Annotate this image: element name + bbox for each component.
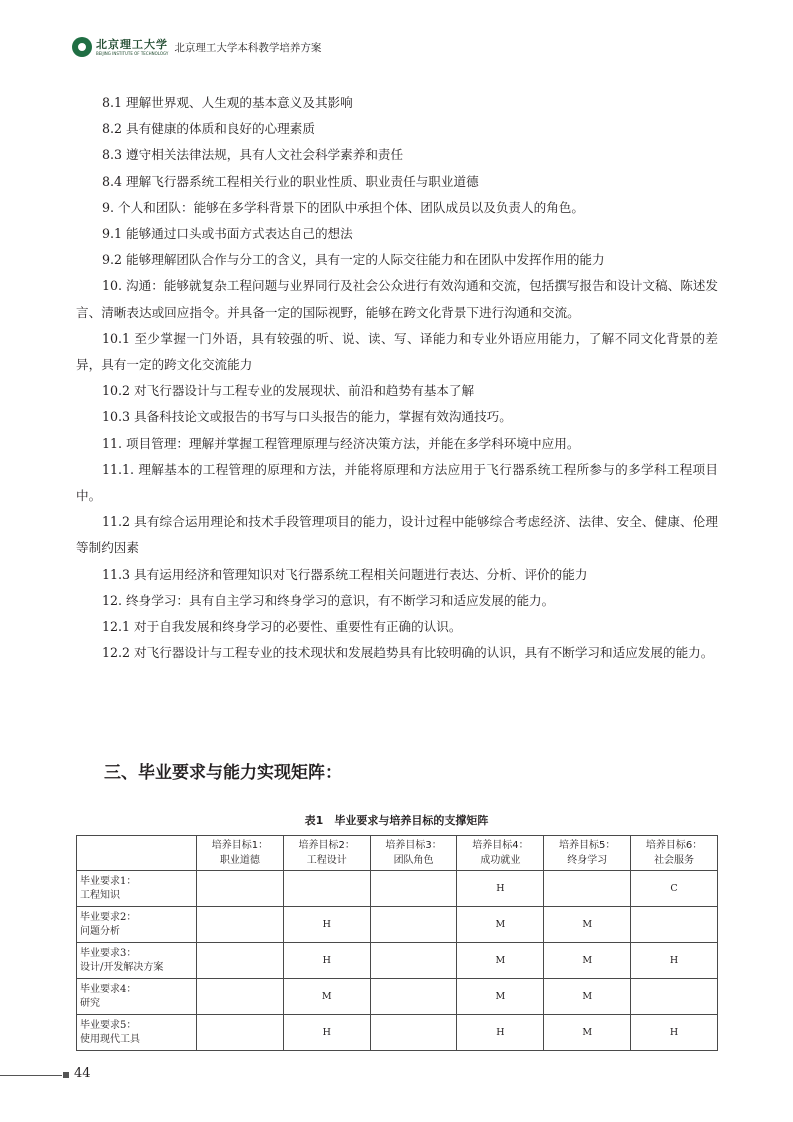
paragraph: 9.2 能够理解团队合作与分工的含义，具有一定的人际交往能力和在团队中发挥作用的能力 — [102, 252, 605, 268]
table-cell — [197, 979, 284, 1015]
paragraph: 10.3 具备科技论文或报告的书写与口头报告的能力，掌握有效沟通技巧。 — [102, 409, 512, 425]
section-title: 三、毕业要求与能力实现矩阵： — [104, 763, 342, 783]
table-cell — [197, 1015, 284, 1051]
table-row — [77, 871, 718, 907]
footer-rule — [0, 1075, 62, 1076]
logo-chinese-name: 北京理工大学 — [96, 37, 168, 51]
table-cell: M — [544, 979, 631, 1015]
column-header: 培养目标1： 职业道德 — [197, 836, 284, 871]
table-cell: H — [631, 1015, 718, 1051]
paragraph: 11.2 具有综合运用理论和技术手段管理项目的能力，设计过程中能够综合考虑经济、法律、安全、健康、伦理等制约因素 — [76, 514, 718, 556]
body-text — [76, 90, 718, 666]
table-cell — [370, 907, 457, 943]
corner-cell — [77, 836, 197, 871]
table-cell: M — [457, 943, 544, 979]
table-row — [77, 979, 718, 1015]
table-cell: H — [457, 1015, 544, 1051]
paragraph: 10.1 至少掌握一门外语，具有较强的听、说、读、写、译能力和专业外语应用能力，了解不同文化背景的差异，具有一定的跨文化交流能力 — [76, 330, 718, 373]
paragraph: 8.3 遵守相关法律法规，具有人文社会科学素养和责任 — [102, 147, 404, 163]
paragraph: 10. 沟通：能够就复杂工程问题与业界同行及社会公众进行有效沟通和交流，包括撰写报告和设计文稿、陈述发言、清晰表达或回应指令。并具备一定的国际视野，能够在跨文化背景下进行沟通和交流。 — [76, 278, 718, 320]
table-cell: H — [631, 943, 718, 979]
table-cell — [631, 979, 718, 1015]
row-header: 毕业要求1： 工程知识 — [77, 871, 197, 907]
table-cell: H — [283, 907, 370, 943]
table-cell: M — [544, 907, 631, 943]
table-cell — [283, 871, 370, 907]
table-cell — [544, 871, 631, 907]
paragraph: 9.1 能够通过口头或书面方式表达自己的想法 — [102, 226, 353, 242]
table-cell: M — [457, 907, 544, 943]
paragraph: 12.1 对于自我发展和终身学习的必要性、重要性有正确的认识。 — [102, 619, 462, 635]
paragraph: 12.2 对飞行器设计与工程专业的技术现状和发展趋势具有比较明确的认识，具有不断学习和适应发展的能力。 — [102, 645, 714, 661]
row-header: 毕业要求3： 设计/开发解决方案 — [77, 943, 197, 979]
page-header — [72, 36, 321, 58]
logo-english-name: BEIJING INSTITUTE OF TECHNOLOGY — [96, 50, 169, 56]
table-cell — [631, 907, 718, 943]
table-cell — [370, 943, 457, 979]
column-header: 培养目标6： 社会服务 — [631, 836, 718, 871]
column-header: 培养目标3： 团队角色 — [370, 836, 457, 871]
row-header: 毕业要求4： 研究 — [77, 979, 197, 1015]
table-caption: 表1 毕业要求与培养目标的支撑矩阵 — [304, 814, 489, 827]
paragraph: 11.1. 理解基本的工程管理的原理和方法，并能将原理和方法应用于飞行器系统工程所参与的多学科工程项目中。 — [76, 461, 718, 504]
support-matrix-table — [76, 835, 718, 1051]
paragraph: 8.4 理解飞行器系统工程相关行业的职业性质、职业责任与职业道德 — [102, 173, 479, 189]
table-cell: M — [283, 979, 370, 1015]
paragraph: 12. 终身学习：具有自主学习和终身学习的意识，有不断学习和适应发展的能力。 — [102, 592, 555, 608]
paragraph: 8.2 具有健康的体质和良好的心理素质 — [102, 121, 315, 137]
university-logo — [96, 39, 168, 56]
paragraph: 11.3 具有运用经济和管理知识对飞行器系统工程相关问题进行表达、分析、评价的能力 — [102, 566, 588, 582]
table-cell — [370, 871, 457, 907]
table-cell: C — [631, 871, 718, 907]
column-header: 培养目标5： 终身学习 — [544, 836, 631, 871]
table-cell — [197, 943, 284, 979]
table-cell — [370, 1015, 457, 1051]
footer-marker — [63, 1072, 69, 1078]
table-cell: H — [457, 871, 544, 907]
table-cell — [370, 979, 457, 1015]
table-row — [77, 907, 718, 943]
column-header: 培养目标4： 成功就业 — [457, 836, 544, 871]
table-cell: M — [457, 979, 544, 1015]
column-header: 培养目标2： 工程设计 — [283, 836, 370, 871]
paragraph: 11. 项目管理：理解并掌握工程管理原理与经济决策方法，并能在多学科环境中应用。 — [102, 435, 580, 451]
table-cell: H — [283, 1015, 370, 1051]
table-header-row — [77, 836, 718, 871]
header-title: 北京理工大学本科教学培养方案 — [174, 41, 322, 54]
table-cell: M — [544, 1015, 631, 1051]
table-cell — [197, 871, 284, 907]
row-header: 毕业要求5： 使用现代工具 — [77, 1015, 197, 1051]
table-cell: M — [544, 943, 631, 979]
table-cell — [197, 907, 284, 943]
row-header: 毕业要求2： 问题分析 — [77, 907, 197, 943]
university-emblem-icon — [72, 37, 92, 57]
page-number: 44 — [74, 1066, 91, 1081]
table-cell: H — [283, 943, 370, 979]
paragraph: 8.1 理解世界观、人生观的基本意义及其影响 — [102, 95, 353, 110]
paragraph: 9. 个人和团队：能够在多学科背景下的团队中承担个体、团队成员以及负责人的角色。 — [102, 199, 584, 215]
table-row — [77, 943, 718, 979]
paragraph: 10.2 对飞行器设计与工程专业的发展现状、前沿和趋势有基本了解 — [102, 383, 475, 399]
table-row — [77, 1015, 718, 1051]
